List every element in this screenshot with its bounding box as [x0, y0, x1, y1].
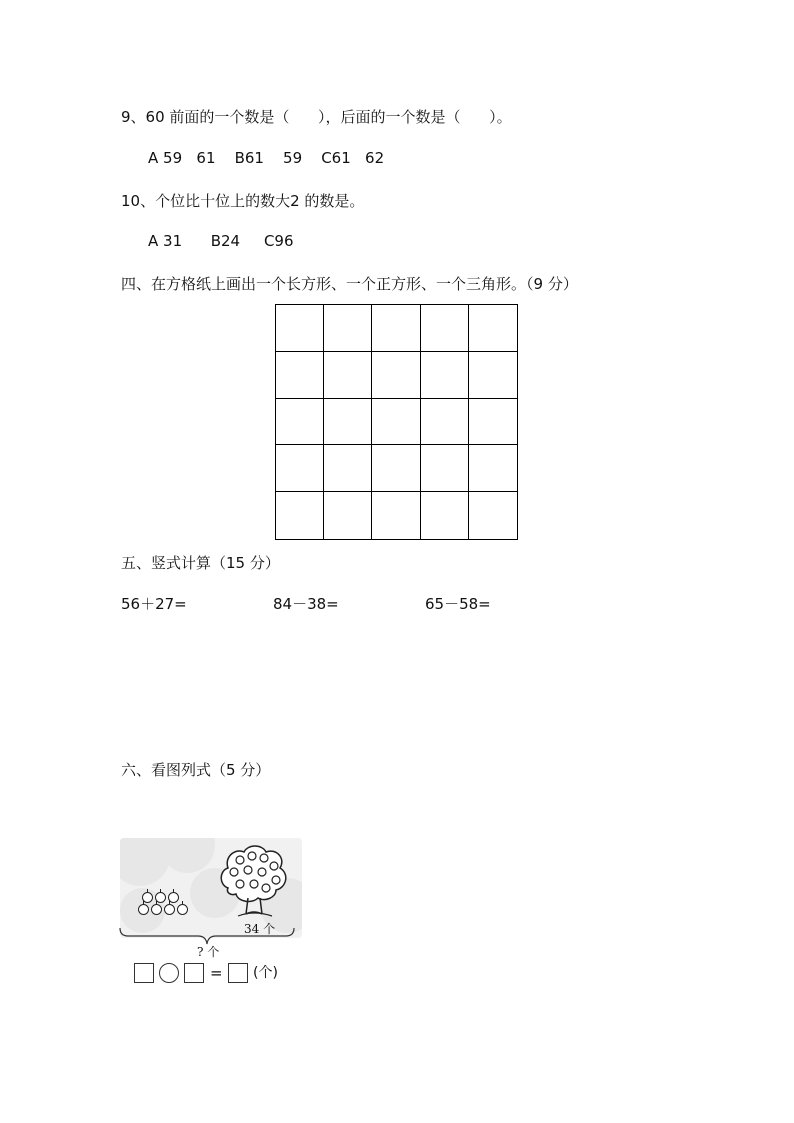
section-6-title: 六、看图列式（5 分） — [121, 761, 271, 779]
question-9-options: A 59 61 B61 59 C61 62 — [148, 149, 385, 167]
grid-cell[interactable] — [421, 352, 469, 399]
grid-cell[interactable] — [276, 445, 324, 492]
grid-cell[interactable] — [324, 399, 372, 446]
grid-cell[interactable] — [324, 352, 372, 399]
answer-box-result[interactable] — [228, 963, 248, 983]
grid-cell[interactable] — [324, 492, 372, 539]
question-10: 10、个位比十位上的数大2 的数是。 — [121, 192, 365, 210]
operator-circle[interactable] — [159, 963, 179, 983]
total-brace — [118, 926, 296, 946]
question-10-options: A 31 B24 C96 — [148, 232, 294, 250]
answer-box-2[interactable] — [184, 963, 204, 983]
apple-icon — [164, 904, 175, 915]
answer-box-1[interactable] — [134, 963, 154, 983]
grid-cell[interactable] — [421, 305, 469, 352]
grid-cell[interactable] — [372, 492, 420, 539]
grid-cell[interactable] — [276, 305, 324, 352]
apple-tree-icon — [218, 844, 290, 922]
grid-cell[interactable] — [469, 399, 517, 446]
background-bubble — [160, 838, 215, 873]
apple-icon — [138, 904, 149, 915]
square-grid-paper[interactable] — [275, 304, 518, 540]
apple-icon — [177, 904, 188, 915]
grid-cell[interactable] — [324, 445, 372, 492]
calc-problem-1: 56＋27= — [121, 595, 187, 613]
apple-icon — [151, 904, 162, 915]
grid-cell[interactable] — [276, 492, 324, 539]
tree-apple-count: 34 个 — [244, 922, 276, 936]
grid-cell[interactable] — [421, 492, 469, 539]
apples-picture — [120, 838, 302, 938]
calc-problem-2: 84－38= — [273, 595, 339, 613]
question-9: 9、60 前面的一个数是（ ），后面的一个数是（ ）。 — [121, 108, 512, 126]
calc-problem-3: 65－58= — [425, 595, 491, 613]
grid-cell[interactable] — [469, 445, 517, 492]
grid-cell[interactable] — [469, 352, 517, 399]
section-5-title: 五、竖式计算（15 分） — [121, 554, 280, 572]
equals-sign: = — [210, 964, 223, 982]
grid-cell[interactable] — [372, 305, 420, 352]
apple-row-bottom — [138, 904, 188, 915]
grid-cell[interactable] — [372, 352, 420, 399]
grid-cell[interactable] — [372, 399, 420, 446]
total-question-label: ? 个 — [197, 945, 220, 959]
apple-row-top — [142, 892, 179, 903]
grid-cell[interactable] — [421, 399, 469, 446]
grid-cell[interactable] — [276, 352, 324, 399]
grid-cell[interactable] — [276, 399, 324, 446]
grid-cell[interactable] — [469, 305, 517, 352]
grid-cell[interactable] — [421, 445, 469, 492]
section-4-title: 四、在方格纸上画出一个长方形、一个正方形、一个三角形。（9 分） — [121, 275, 578, 293]
grid-cell[interactable] — [372, 445, 420, 492]
grid-cell[interactable] — [469, 492, 517, 539]
unit-label: (个) — [253, 965, 278, 981]
grid-cell[interactable] — [324, 305, 372, 352]
